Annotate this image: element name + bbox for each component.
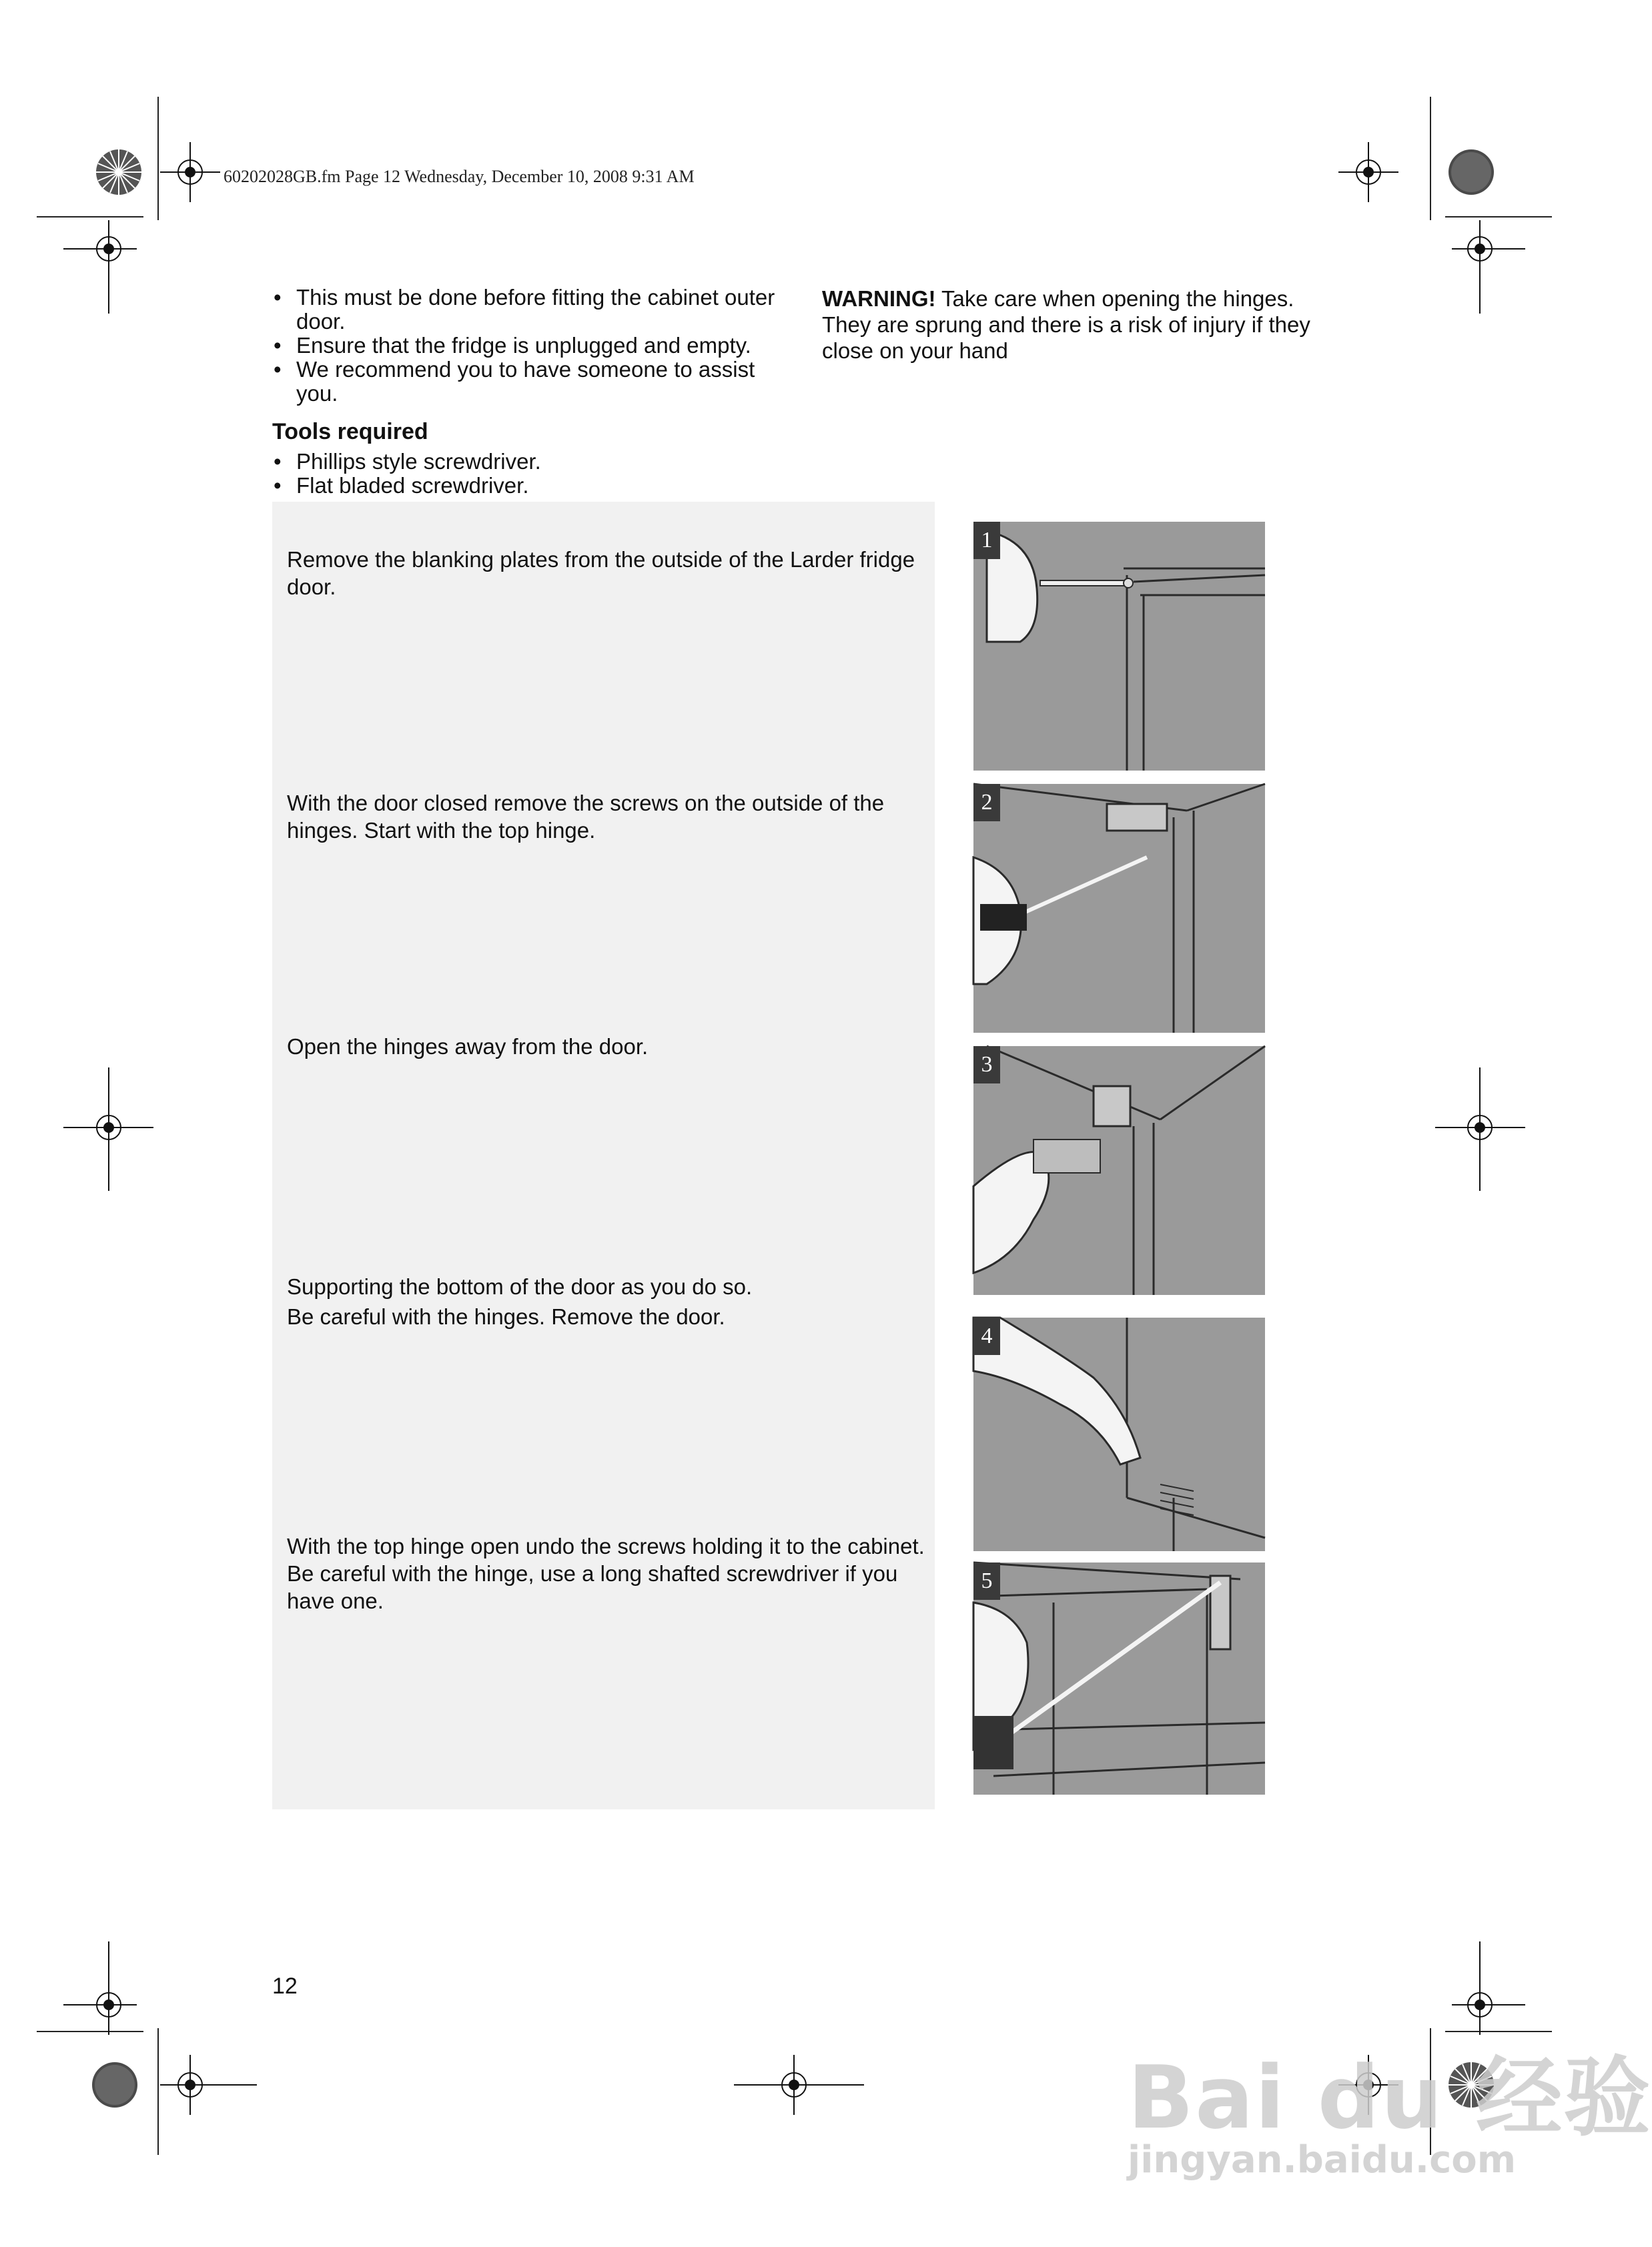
list-item: • Flat bladed screwdriver.	[272, 474, 793, 498]
step-5-illustration	[973, 1562, 1265, 1795]
file-info-header: 60202028GB.fm Page 12 Wednesday, December 10, 2008 9:31 AM	[224, 167, 695, 186]
intro-list	[272, 286, 793, 406]
crosshair-icon	[1452, 1941, 1525, 2035]
step-1-illustration	[973, 522, 1265, 771]
gray-dot-icon	[92, 2062, 137, 2108]
tools-list	[272, 450, 793, 498]
step-1-text: Remove the blanking plates from the outside of the Larder fridge door.	[287, 547, 915, 599]
step-3-illustration	[973, 1046, 1265, 1295]
crosshair-icon	[63, 220, 137, 314]
list-item: • Phillips style screwdriver.	[272, 450, 793, 474]
step-2-text: With the door closed remove the screws on the outside of the hinges. Start with the top hinge.	[287, 791, 885, 843]
step-4-text-line2: Be careful with the hinges. Remove the door.	[287, 1304, 725, 1329]
step-4-illustration	[973, 1318, 1265, 1551]
step-3-text: Open the hinges away from the door.	[287, 1034, 649, 1059]
step-5-number: 5	[973, 1562, 1000, 1600]
step-2-number: 2	[973, 784, 1000, 821]
baidu-watermark-logo: Bai du 经验	[1128, 2047, 1652, 2148]
crosshair-icon	[63, 1941, 137, 2035]
step-4-number: 4	[973, 1318, 1000, 1355]
crosshair-icon	[160, 2055, 257, 2115]
list-item: • We recommend you to have someone to assist you.	[272, 358, 793, 406]
starburst-icon	[96, 149, 141, 195]
step-1-number: 1	[973, 522, 1000, 559]
step-2-illustration	[973, 784, 1265, 1033]
page-number: 12	[272, 1973, 298, 1999]
warning-note	[822, 286, 1329, 364]
gray-dot-icon	[1449, 149, 1494, 195]
crosshair-icon	[1452, 220, 1525, 314]
baidu-watermark-url: jingyan.baidu.com	[1128, 2138, 1517, 2182]
list-item: • This must be done before fitting the cabinet outer door.	[272, 286, 793, 334]
tools-heading: Tools required	[272, 419, 428, 444]
step-4-text-line1: Supporting the bottom of the door as you do so.	[287, 1274, 753, 1299]
step-3-number: 3	[973, 1046, 1000, 1083]
step-5-text: With the top hinge open undo the screws holding it to the cabinet. Be careful with the hinge, use a long shafted screwdriver if you have one.	[287, 1534, 925, 1613]
warning-text: Take care when opening the hinges. They are sprung and there is a risk of injury if they close on your hand	[822, 286, 1310, 363]
warning-label: WARNING!	[822, 286, 936, 311]
list-item: • Ensure that the fridge is unplugged and empty.	[272, 334, 793, 358]
